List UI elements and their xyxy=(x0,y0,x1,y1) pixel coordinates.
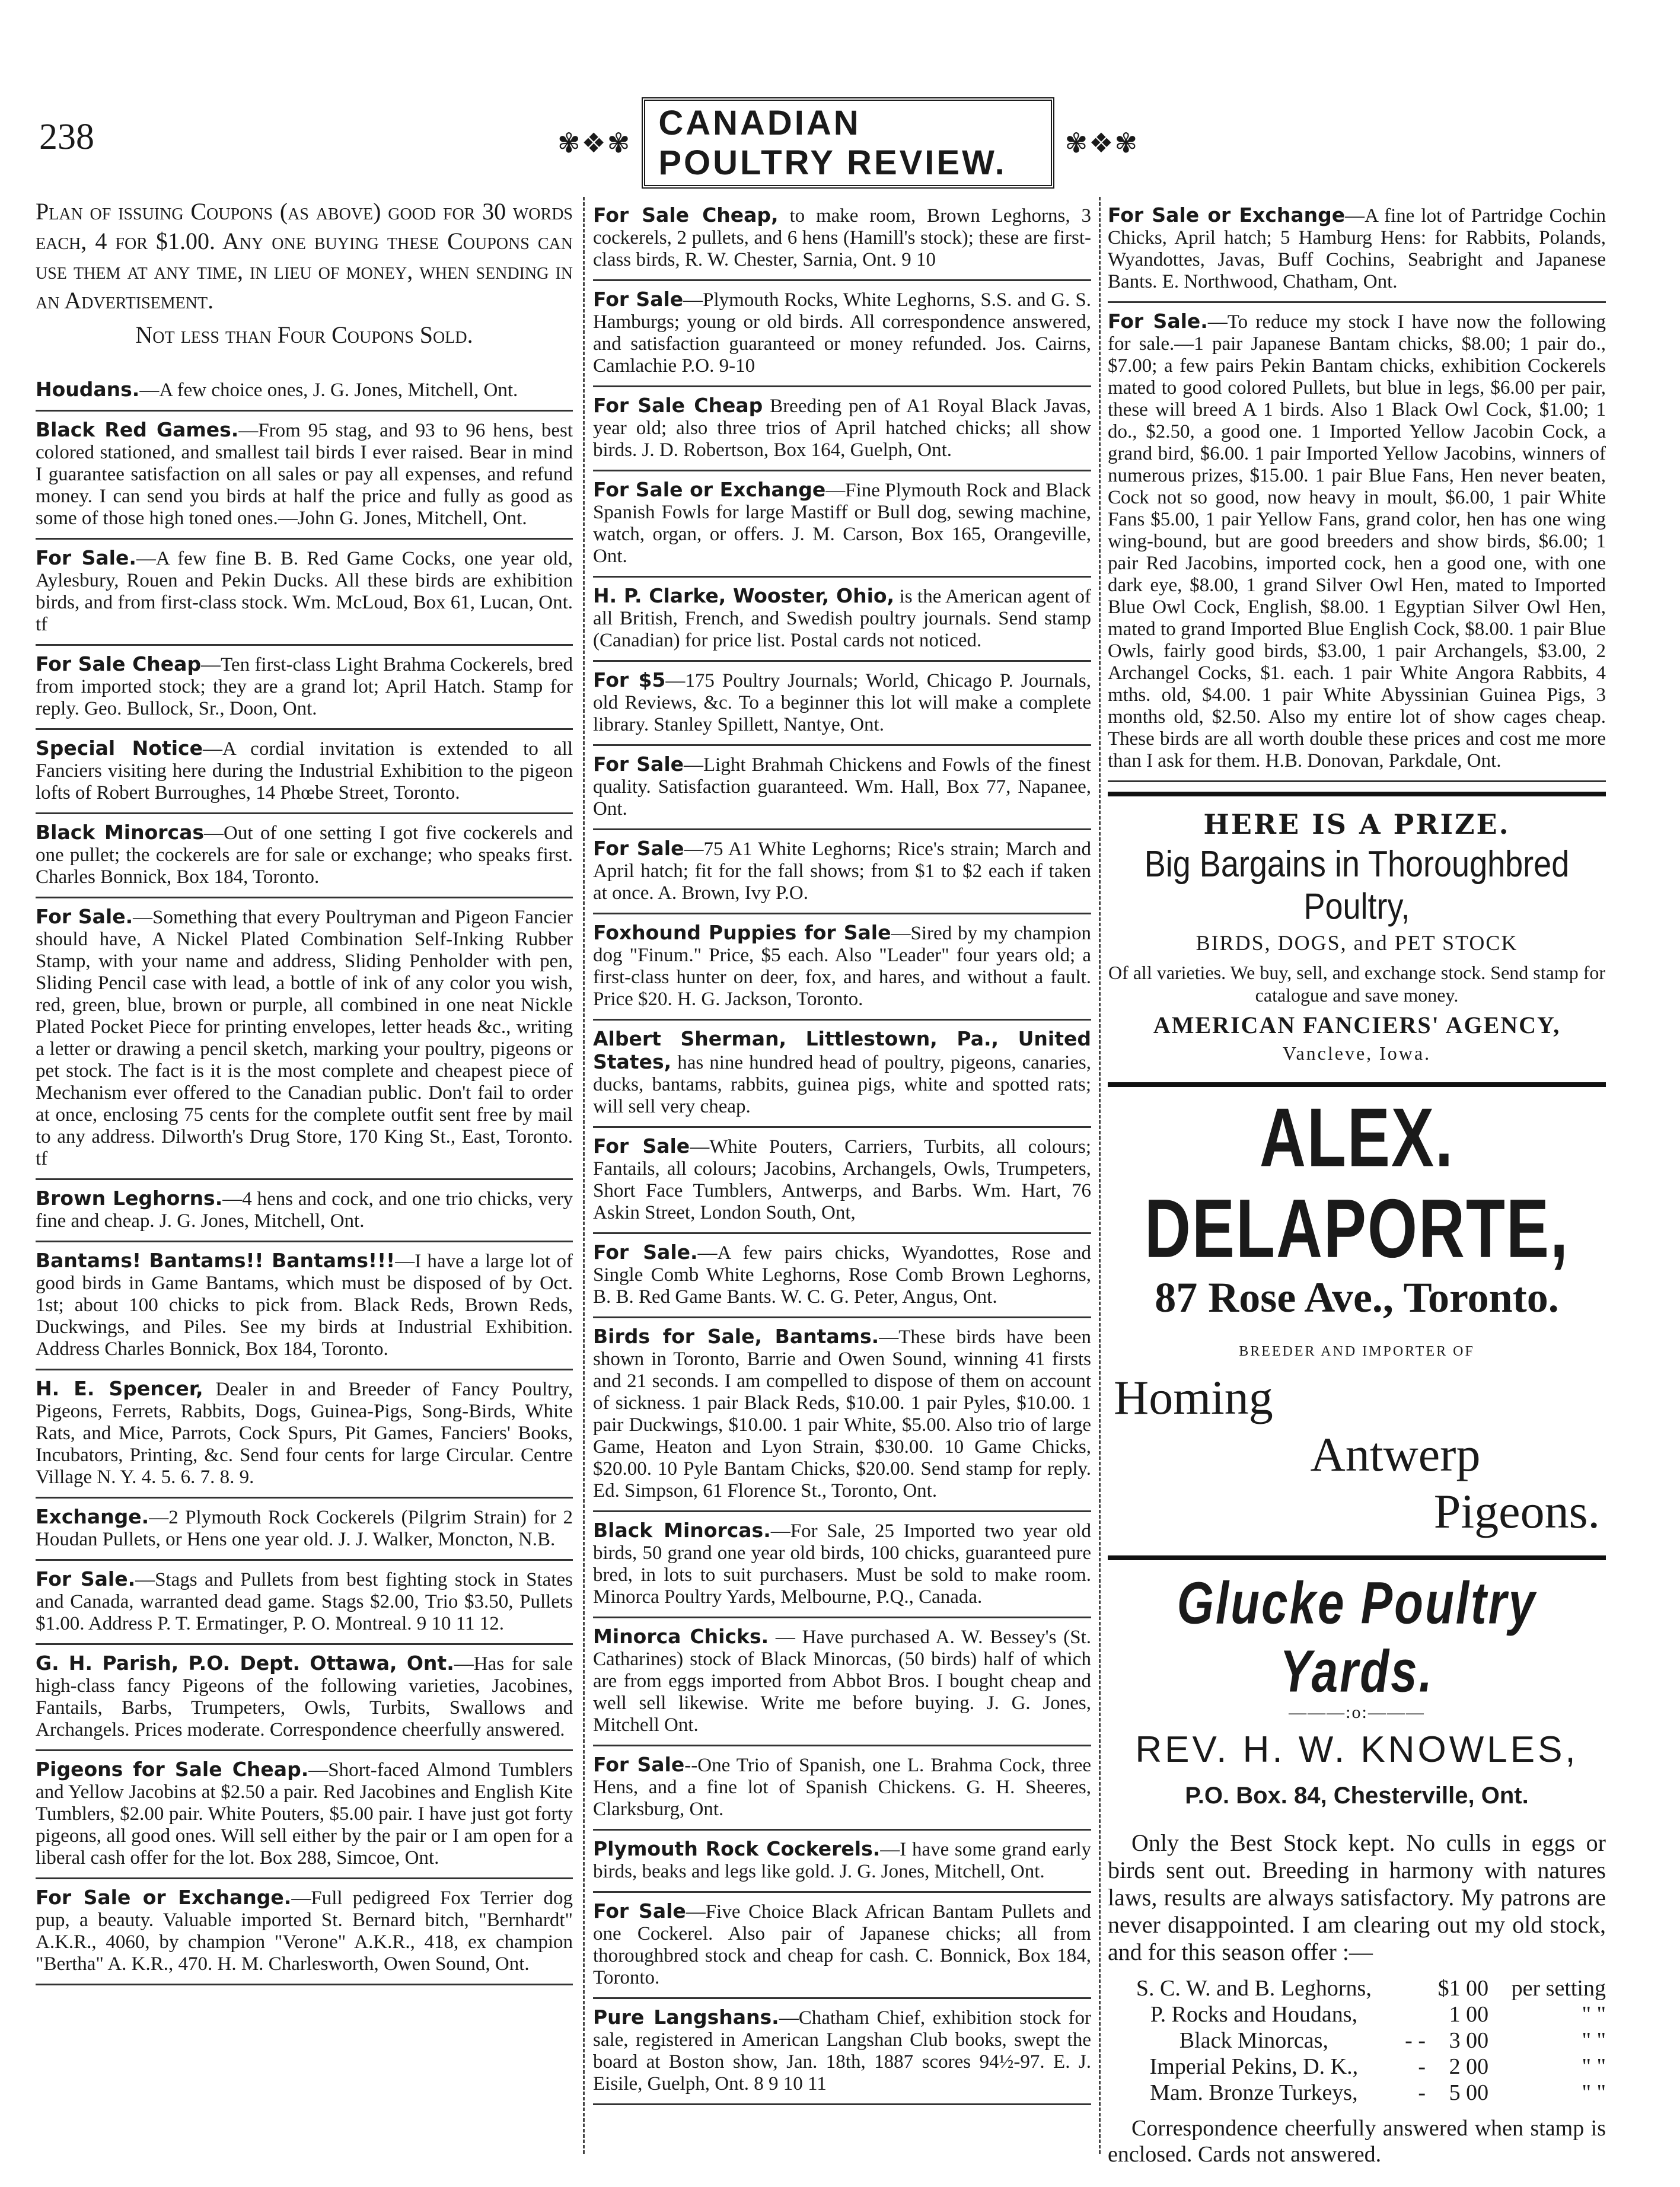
ad-heading: For Sale Cheap, xyxy=(593,203,779,227)
delaporte-name: ALEX. DELAPORTE, xyxy=(1144,1091,1570,1275)
glucke-address: P.O. Box. 84, Chesterville, Ont. xyxy=(1185,1783,1529,1809)
ad-body: —Out of one setting I got five cockerels and one pullet; the cockerels are for sale or exchange; who speaks first. Charles Bonnick, Box 184, Toronto. xyxy=(36,822,573,888)
classified-ad xyxy=(36,1751,573,1879)
ad-body: —75 A1 White Leghorns; Rice's strain; March and April hatch; fit for the fall shows; from $1 to $2 each if taken at once. A. Brown, Ivy P.O. xyxy=(593,839,1091,904)
price-unit: per setting xyxy=(1511,1976,1606,2001)
price-item: S. C. W. and B. Leghorns, xyxy=(1136,1976,1372,2001)
ad-heading: For Sale or Exchange xyxy=(593,478,826,501)
classified-ad xyxy=(36,1180,573,1242)
classified-ad xyxy=(36,371,573,412)
price-value: 3 00 xyxy=(1449,2028,1489,2053)
classified-ad xyxy=(593,387,1091,471)
ad-heading: For Sale xyxy=(593,1134,690,1158)
ad-heading: For Sale xyxy=(593,1899,686,1923)
price-row xyxy=(1108,2027,1606,2054)
classified-ad xyxy=(593,746,1091,830)
column-3 xyxy=(1108,197,1606,2167)
price-dash xyxy=(1400,1975,1426,2001)
ad-heading: Black Red Games. xyxy=(36,418,239,441)
prize-agency: AMERICAN FANCIERS' AGENCY, xyxy=(1153,1012,1561,1038)
ad-body: —Plymouth Rocks, White Leghorns, S.S. and G. S. Hamburgs; young or old birds. All correspondence answered, and satisfaction guaranteed or money refunded. Jos. Cairns, Camlachie P.O. 9-10 xyxy=(593,289,1091,377)
masthead xyxy=(557,104,1139,182)
prize-city: Vancleve, Iowa. xyxy=(1282,1043,1432,1064)
classified-ad xyxy=(593,830,1091,914)
ad-heading: Brown Leghorns. xyxy=(36,1187,223,1210)
ad-heading: Houdans. xyxy=(36,378,140,401)
price-unit: " " xyxy=(1582,2054,1606,2079)
price-item: Imperial Pekins, D. K., xyxy=(1149,2054,1359,2079)
ad-heading: Minorca Chicks. xyxy=(593,1625,769,1648)
classified-ad xyxy=(1108,197,1606,303)
ad-body: Breeding pen of A1 Royal Black Javas, year old; also three trios of April hatched chicks; all show birds. J. D. Robertson, Box 164, Guelph, Ont. xyxy=(593,396,1091,461)
ad-heading: H. P. Clarke, Wooster, Ohio, xyxy=(593,584,895,607)
price-dash xyxy=(1400,2001,1426,2027)
classified-ads-col3 xyxy=(1108,197,1606,782)
prize-advertisement xyxy=(1108,792,1606,1087)
classified-ad xyxy=(593,1618,1091,1746)
delaporte-pigeons: Pigeons. xyxy=(1433,1484,1600,1538)
coupon-notice xyxy=(36,197,573,350)
price-value: 1 00 xyxy=(1449,2002,1489,2027)
glucke-text: Only the Best Stock kept. No culls in eggs or birds sent out. Breeding in harmony with natures laws, results are always satisfactory. My patrons are never disappointed. I am clearing out my old stock, and for this season offer :— xyxy=(1108,1829,1606,1965)
ad-heading: For Sale or Exchange xyxy=(1108,203,1346,227)
classified-ad xyxy=(36,1645,573,1751)
classified-ad xyxy=(593,1021,1091,1128)
ad-body: —White Pouters, Carriers, Turbits, all colours; Fantails, all colours; Jacobins, Archangels, Owls, Trumpeters, Short Face Tumblers, Antwerps, and Barbs. Wm. Hart, 76 Askin Street, London South, Ont, xyxy=(593,1136,1091,1223)
column-divider xyxy=(583,197,585,2154)
ad-heading: For Sale or Exchange. xyxy=(36,1886,292,1909)
ad-body: —Full pedigreed Fox Terrier dog pup, a beauty. Valuable imported St. Bernard bitch, "Bernhardt" A.K.R., 4060, by champion "Verone" A.K.R., 418, ex champion "Bertha" A. K.R., 470. H. M. Charlesworth, Owen Sound, Ont. xyxy=(36,1888,573,1975)
classified-ad xyxy=(36,898,573,1180)
ad-heading: Plymouth Rock Cockerels. xyxy=(593,1837,881,1860)
classified-ads-col1 xyxy=(36,371,573,1985)
classified-ad xyxy=(593,578,1091,662)
price-row xyxy=(1108,2080,1606,2106)
ad-body: —A cordial invitation is extended to all Fanciers visiting here during the Industrial Exhibition to the pigeon lofts of Robert Burroughes, 14 Phœbe Street, Toronto. xyxy=(36,738,573,804)
ad-heading: Pigeons for Sale Cheap. xyxy=(36,1758,309,1781)
ad-body: —For Sale, 25 Imported two year old birds, 50 grand one year old birds, 100 chicks, guaranteed pure bred, in lots to suit purchasers. Must be sold to make room. Minorca Poultry Yards, Melbourne, P.Q., Canada. xyxy=(593,1520,1091,1608)
ad-body: is the American agent of all British, French, and Swedish poultry journals. Send stamp (Canadian) for price list. Postal cards not noticed. xyxy=(593,586,1091,651)
price-value: 2 00 xyxy=(1449,2054,1489,2079)
classified-ad xyxy=(36,412,573,540)
ad-body: —Five Choice Black African Bantam Pullets and one Cockerel. Also pair of Japanese chicks; all from thoroughbred stock and cheap for cash. C. Bonnick, Box 184, Toronto. xyxy=(593,1901,1092,1988)
delaporte-tagline: BREEDER AND IMPORTER OF xyxy=(1239,1344,1475,1359)
classified-ad xyxy=(36,646,573,730)
glucke-separator: ———:o:——— xyxy=(1289,1703,1425,1722)
delaporte-address: 87 Rose Ave., Toronto. xyxy=(1155,1274,1559,1321)
price-row xyxy=(1108,1975,1606,2001)
classified-ad xyxy=(593,281,1091,387)
ad-body: —A fine lot of Partridge Cochin Chicks, April hatch; 5 Hamburg Hens: for Rabbits, Polands, Wyandottes, Javas, Buff Cochins, Seabright and Japanese Bants. E. Northwood, Chatham, Ont. xyxy=(1108,205,1606,292)
page-number: 238 xyxy=(39,117,94,157)
classified-ad xyxy=(593,1318,1091,1512)
glucke-name: REV. H. W. KNOWLES, xyxy=(1135,1729,1579,1770)
ad-body: —Something that every Poultryman and Pigeon Fancier should have, A Nickel Plated Combination Self-Inking Rubber Stamp, with your name and address, Sliding Penholder with pen, Sliding Pencil case with lead, a bottle of ink of any color you wish, red, green, blue, brown or purple, all combined in one neat Nickle Plated Pocket Piece for printing envelopes, letter heads &c., writing a letter or drawing a pencil sketch, marking your poultry, pigeons or pet stock. The fact is it is the most complete and cheapest piece of Mechanism ever offered to the Canadian public. Don't fail to order at once, enclosing 75 cents for the complete outfit sent free by mail to any address. Dilworth's Drug Store, 170 King St., East, Toronto. tf xyxy=(36,907,573,1169)
ad-body: to make room, Brown Leghorns, 3 cockerels, 2 pullets, and 6 hens (Hamill's stock); these are first-class birds, R. W. Chester, Sarnia, Ont. 9 10 xyxy=(593,205,1091,270)
ad-heading: Pure Langshans. xyxy=(593,2006,779,2029)
classified-ad xyxy=(36,1879,573,1985)
ad-body: has nine hundred head of poultry, pigeons, canaries, ducks, bantams, rabbits, guinea pigs, white and spotted rats; will sell very cheap. xyxy=(593,1052,1091,1117)
ad-heading: For Sale. xyxy=(593,1241,698,1264)
price-dash: - xyxy=(1418,2054,1426,2079)
ad-heading: For Sale Cheap xyxy=(593,394,763,417)
ad-heading: Black Minorcas. xyxy=(593,1519,771,1542)
ad-body: —2 Plymouth Rock Cockerels (Pilgrim Strain) for 2 Houdan Pullets, or Hens one year old. J. J. Walker, Moncton, N.B. xyxy=(36,1507,573,1550)
ad-body: —Short-faced Almond Tumblers and Yellow Jacobins at $2.50 a pair. Red Jacobines and English Kite Tumblers, $2.00 pair. White Pouters, $5.00 pair. I have just got forty pigeons, all good ones. Will sell either by the pair or I am open for a liberal cash offer for the lot. Box 288, Simcoe, Ont. xyxy=(36,1759,573,1869)
classified-ads-col2 xyxy=(593,197,1091,2105)
ad-heading: For Sale. xyxy=(36,1567,136,1590)
classified-ad xyxy=(593,1128,1091,1234)
ad-body: --One Trio of Spanish, one L. Brahma Cock, three Hens, and a fine lot of Spanish Chickens. G. H. Sheeres, Clarksburg, Ont. xyxy=(593,1755,1091,1820)
price-list xyxy=(1108,1975,1606,2106)
price-item: P. Rocks and Houdans, xyxy=(1150,2002,1358,2027)
ad-heading: Black Minorcas xyxy=(36,821,204,844)
ad-body: — Have purchased A. W. Bessey's (St. Catharines) stock of Black Minorcas, (50 birds) half of which are from eggs imported from Abbot Bros. I bought cheap and well sell likewise. Write me before buying. J. G. Jones, Mitchell Ont. xyxy=(593,1627,1091,1736)
classified-ad xyxy=(593,914,1091,1021)
ad-heading: For Sale Cheap xyxy=(36,652,202,675)
delaporte-antwerp: Antwerp xyxy=(1310,1427,1481,1481)
column-divider xyxy=(1099,197,1101,2154)
ad-heading: H. E. Spencer, xyxy=(36,1377,203,1400)
price-value: 5 00 xyxy=(1449,2080,1489,2105)
prize-categories: BIRDS, DOGS, and PET STOCK xyxy=(1196,931,1518,955)
price-item: Black Minorcas, xyxy=(1179,2028,1328,2053)
classified-ad xyxy=(36,730,573,814)
classified-ad xyxy=(593,1746,1091,1831)
ad-body: —A few pairs chicks, Wyandottes, Rose and Single Comb White Leghorns, Rose Comb Brown Leghorns, B. B. Red Game Bants. W. C. G. Peter, Angus, Ont. xyxy=(593,1242,1091,1308)
ad-body: —To reduce my stock I have now the following for sale.—1 pair Japanese Bantam chicks, $8.00; 1 pair do., $7.00; a few pairs Pekin Bantam chicks, exhibition Cockerels mated to good colored Pullets, but blue in legs, $6.00 per pair, these will breed A 1 birds. Also 1 Black Owl Cock, $1.00; 1 do., $2.50, a good one. 1 Imported Yellow Jacobin Cock, a grand bird, $6.00. 1 pair Imported Yellow Jacobins, winners of numerous prizes, $15.00. 1 pair Blue Fans, Hen never beaten, Cock not so good, now heavy in moult, $6.00, 1 pair White Fans $5.00, 1 pair Yellow Fans, grand color, hen has one wing wing-bound, but are good breeders and show birds, $6.00; 1 pair Red Jacobins, imported cock, hen a good one, with one dark eye, $8.00, 1 grand Silver Owl Hen, mated to Imported Blue Owl Cock, English, $8.00. 1 Egyptian Silver Owl Hen, mated to grand Imported Blue English Cock, $8.00. 1 pair Blue Owls, fairly good birds, $3.00, 1 pair Archangels, $3.00, 2 Archangel Cocks, $1. each. 1 pair White Angora Rabbits, 4 mths. old, $4.00. 1 pair White Abyssinian Guinea Pigs, 3 months old, $2.50. Also my entire lot of show cages cheap. These birds are all worth double these prices and cost me more than I ask for them. H.B. Donovan, Parkdale, Ont. xyxy=(1108,311,1606,771)
price-unit: " " xyxy=(1582,2028,1606,2053)
glucke-title: Glucke Poultry Yards. xyxy=(1177,1570,1537,1704)
column-1 xyxy=(36,197,573,1985)
ad-heading: For Sale. xyxy=(1108,310,1208,333)
price-item: Mam. Bronze Turkeys, xyxy=(1150,2080,1358,2105)
ad-heading: For Sale. xyxy=(36,905,133,928)
delaporte-homing: Homing xyxy=(1114,1370,1273,1424)
ad-body: —A few fine B. B. Red Game Cocks, one year old, Aylesbury, Rouen and Pekin Ducks. All these birds are exhibition birds, and from first-class stock. Wm. McLoud, Box 61, Lucan, Ont. tf xyxy=(36,548,573,635)
classified-ad xyxy=(36,1499,573,1561)
classified-ad xyxy=(36,540,573,646)
classified-ad xyxy=(36,1242,573,1370)
coupon-text: Plan of issuing Coupons (as above) good for 30 words each, 4 for $1.00. Any one buying these Coupons can use them at any time, in lieu of money, when sending in an Advertisement. xyxy=(36,198,573,314)
ad-heading: Bantams! Bantams!! Bantams!!! xyxy=(36,1249,396,1272)
ad-body: —Stags and Pullets from best fighting stock in States and Canada, warranted dead game. Stags $2.00, Trio $3.50, Pullets $1.00. Address P. T. Ermatinger, P. O. Montreal. 9 10 11 12. xyxy=(36,1569,573,1634)
classified-ad xyxy=(36,1561,573,1645)
ad-heading: G. H. Parish, P.O. Dept. Ottawa, Ont. xyxy=(36,1652,454,1675)
ad-heading: Birds for Sale, Bantams. xyxy=(593,1325,879,1348)
ad-body: —Chatham Chief, exhibition stock for sale, registered in American Langshan Club books, swept the board at Boston show, Jan. 18th, 1887 scores 94½-97. E. J. Eisile, Guelph, Ont. 8 9 10 11 xyxy=(593,2007,1091,2094)
classified-ad xyxy=(593,1893,1091,1999)
ad-body: —4 hens and cock, and one trio chicks, very fine and cheap. J. G. Jones, Mitchell, Ont. xyxy=(36,1188,573,1232)
prize-text: Of all varieties. We buy, sell, and exchange stock. Send stamp for catalogue and save money. xyxy=(1108,962,1606,1006)
ad-body: —These birds have been shown in Toronto, Barrie and Owen Sound, winning 41 firsts and 21 seconds. I am compelled to dispose of them on account of sickness. 1 pair Black Reds, $10.00. 1 pair Pyles, $10.00. 1 pair Duckwings, $10.00. 1 pair White, $5.00. Also trio of large Game, Heaton and Lyon Strain, $30.00. 10 Game Chicks, $20.00. 10 Pyle Bantam Chicks, $20.00. Send stamp for reply. Ed. Simpson, 61 Florence St., Toronto, Ont. xyxy=(593,1327,1091,1501)
delaporte-advertisement xyxy=(1108,1087,1606,1560)
ad-body: —Ten first-class Light Brahma Cockerels, bred from imported stock; they are a grand lot; April Hatch. Stamp for reply. Geo. Bullock, Sr., Doon, Ont. xyxy=(36,654,573,719)
glucke-advertisement xyxy=(1108,1560,1606,2167)
ad-body: —Has for sale high-class fancy Pigeons of the following varieties, Jacobines, Fantails, Barbs, Trumpeters, Owls, Turbits, Swallows and Archangels. Prices moderate. Correspondence cheerfully answered. xyxy=(36,1653,573,1740)
ornament-left-icon: ✾❖✾ xyxy=(557,127,632,159)
price-value: $1 00 xyxy=(1437,1976,1489,2001)
ad-body: —A few choice ones, J. G. Jones, Mitchell, Ont. xyxy=(139,380,518,401)
ad-heading: For Sale xyxy=(593,288,684,311)
ad-body: Dealer in and Breeder of Fancy Poultry, Pigeons, Ferrets, Rabbits, Dogs, Guinea-Pigs, Song-Birds, White Rats, and Mice, Parrots, Cock Spurs, Pit Games, Fanciers' Books, Incubators, Printing, &c. Send four cents for large Circular. Centre Village N. Y. 4. 5. 6. 7. 8. 9. xyxy=(36,1379,573,1488)
ad-body: —Light Brahmah Chickens and Fowls of the finest quality. Satisfaction guaranteed. Wm. Hall, Box 77, Napanee, Ont. xyxy=(593,754,1091,820)
classified-ad xyxy=(593,1831,1091,1893)
journal-title: CANADIAN POULTRY REVIEW. xyxy=(642,97,1054,189)
ad-heading: Exchange. xyxy=(36,1505,149,1528)
classified-ad xyxy=(593,471,1091,578)
price-row xyxy=(1108,2054,1606,2080)
ornament-right-icon: ✾❖✾ xyxy=(1064,127,1139,159)
prize-subheading: Big Bargains in Thoroughbred Poultry, xyxy=(1144,843,1570,927)
classified-ad xyxy=(593,1512,1091,1618)
ad-body: —Fine Plymouth Rock and Black Spanish Fowls for large Mastiff or Bull dog, sewing machine, watch, organ, or offers. J. M. Carson, Box 165, Orangeville, Ont. xyxy=(593,480,1091,567)
glucke-footer: Correspondence cheerfully answered when stamp is enclosed. Cards not answered. xyxy=(1108,2116,1606,2167)
column-2 xyxy=(593,197,1091,2105)
ad-heading: For Sale xyxy=(593,1753,685,1776)
price-row xyxy=(1108,2001,1606,2027)
ad-heading: For $5 xyxy=(593,668,666,691)
classified-ad xyxy=(593,1234,1091,1318)
price-unit: " " xyxy=(1582,2080,1606,2105)
classified-ad xyxy=(593,662,1091,746)
ad-body: —From 95 stag, and 93 to 96 hens, best colored stationed, and smallest tail birds I ever raised. Bear in mind I guarantee satisfaction on all sales or pay all expenses, and refund money. I can send you birds at half the price and fully as good as some of those high toned ones.—John G. Jones, Mitchell, Ont. xyxy=(36,420,573,529)
ad-heading: For Sale xyxy=(593,837,684,860)
price-dash: - xyxy=(1418,2080,1426,2105)
price-unit: " " xyxy=(1582,2002,1606,2027)
ad-body: —I have a large lot of good birds in Game Bantams, which must be disposed of by Oct. 1st; about 100 chicks to pick from. Black Reds, Brown Reds, Duckwings, and Piles. See my birds at Industrial Exhibition. Address Charles Bonnick, Box 184, Toronto. xyxy=(36,1251,573,1360)
ad-body: —Sired by my champion dog "Finum." Price, $5 each. Also "Leader" four years old; a first-class hunter on deer, fox, and hares, and without a fault. Price $20. H. G. Jackson, Toronto. xyxy=(593,923,1091,1010)
classified-ad xyxy=(36,1370,573,1499)
price-dash: - - xyxy=(1405,2028,1426,2053)
ad-body: —175 Poultry Journals; World, Chicago P. Journals, old Reviews, &c. To a beginner this lot will make a complete library. Stanley Spillett, Nantye, Ont. xyxy=(593,670,1092,735)
ad-heading: Albert Sherman, Littlestown, Pa., United States, xyxy=(593,1027,1091,1073)
ad-heading: For Sale. xyxy=(36,546,136,569)
ad-heading: Foxhound Puppies for Sale xyxy=(593,921,891,944)
classified-ad xyxy=(1108,303,1606,782)
ad-heading: Special Notice xyxy=(36,737,203,760)
classified-ad xyxy=(593,197,1091,281)
classified-ad xyxy=(36,814,573,898)
classified-ad xyxy=(593,1999,1091,2105)
prize-heading: HERE IS A PRIZE. xyxy=(1203,808,1510,840)
coupon-note: Not less than Four Coupons Sold. xyxy=(135,321,473,348)
ad-body: —I have some grand early birds, beaks and legs like gold. J. G. Jones, Mitchell, Ont. xyxy=(593,1839,1091,1882)
ad-heading: For Sale xyxy=(593,753,684,776)
